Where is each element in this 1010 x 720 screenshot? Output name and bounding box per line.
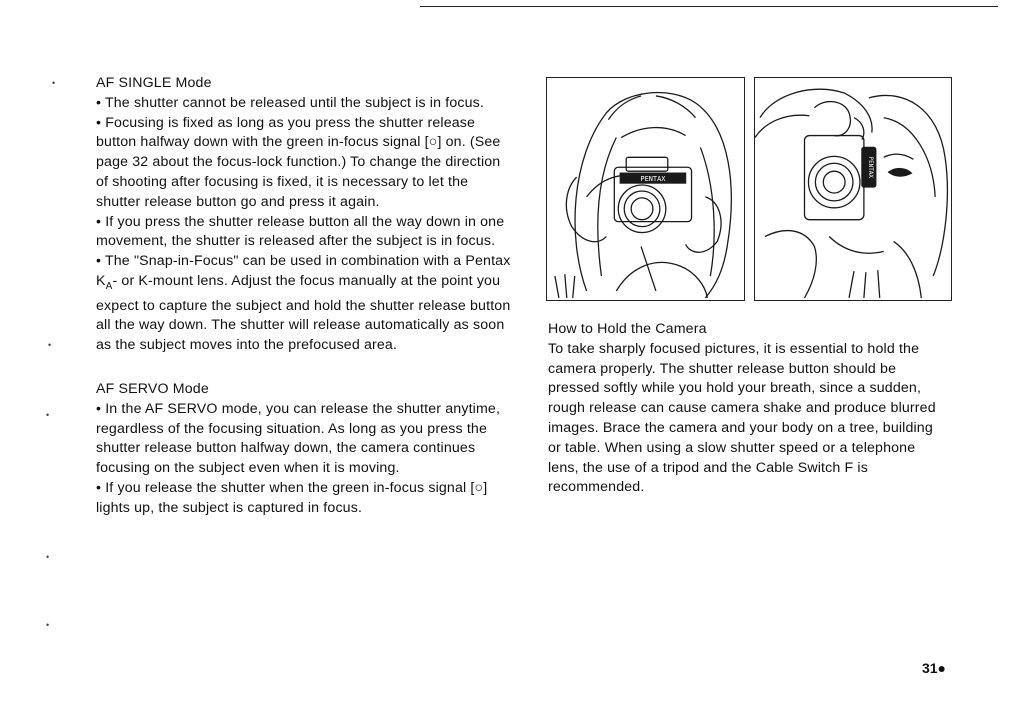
horizontal-hold-drawing: [547, 78, 744, 300]
how-to-hold-body: To take sharply focused pictures, it is essential to hold the camera properly. The shutter release button should be pressed softly while you hold your breath, since a sudden, rough release can cause camera shake and produce blurred images. Brace the camera and your body on a tree, building or table. When using a slow shutter speed or a telephone lens, the use of a tripod and the Cable Switch F is recommended.: [548, 340, 936, 496]
af-servo-heading: AF SERVO Mode: [96, 380, 209, 397]
top-rule: [420, 6, 998, 7]
how-to-hold-heading: How to Hold the Camera: [548, 321, 707, 337]
pentax-logo-right: PENTAX: [866, 156, 874, 178]
snap-in-focus-suffix: - or K-mount lens. Adjust the focus manually at the point you expect to capture the subject and hold the shutter release button all the way down. The shutter will release automatically as soon as the subject moves into the prefocused area.: [96, 272, 511, 354]
af-single-paragraph-2: • Focusing is fixed as long as you press the shutter release button halfway down with the green in-focus signal [○] on. (See page 32 about the focus-lock function.) To change the direction of shooting after focusing is fixed, it is necessary to let the shutter release button go and press it again.: [96, 114, 501, 210]
af-single-paragraph-1: • The shutter cannot be released until the subject is in focus.: [96, 94, 484, 111]
margin-mark: •: [46, 620, 50, 630]
pentax-logo-left: PENTAX: [640, 175, 666, 184]
af-single-paragraph-4: [96, 252, 516, 356]
page-number: 31●: [921, 660, 946, 676]
af-single-paragraph-3: • If you press the shutter release button all the way down in one movement, the shutter is released after the subject is in focus.: [96, 213, 505, 250]
snap-in-focus-prefix: • The "Snap-in-Focus" can be used in combination with a Pentax K: [96, 253, 511, 289]
af-servo-paragraph-2: • If you release the shutter when the green in-focus signal [○] lights up, the subject is captured in focus.: [96, 479, 488, 516]
vertical-hold-illustration: [754, 77, 952, 301]
ka-subscript: A: [105, 280, 113, 292]
horizontal-hold-illustration: [546, 77, 745, 301]
margin-mark: •: [52, 78, 56, 88]
margin-mark: •: [48, 340, 52, 350]
right-column: [548, 320, 948, 498]
margin-mark: •: [46, 552, 50, 562]
af-servo-paragraph-1: • In the AF SERVO mode, you can release the shutter anytime, regardless of the focusing situation. As long as you press the shutter release button halfway down, the camera continues focusing on the subject even when it is moving.: [96, 400, 501, 477]
vertical-hold-drawing: [755, 78, 951, 300]
camera-holding-illustrations: [546, 77, 952, 301]
left-column: [96, 74, 516, 519]
af-single-heading: AF SINGLE Mode: [96, 75, 212, 91]
margin-mark: •: [46, 410, 50, 420]
